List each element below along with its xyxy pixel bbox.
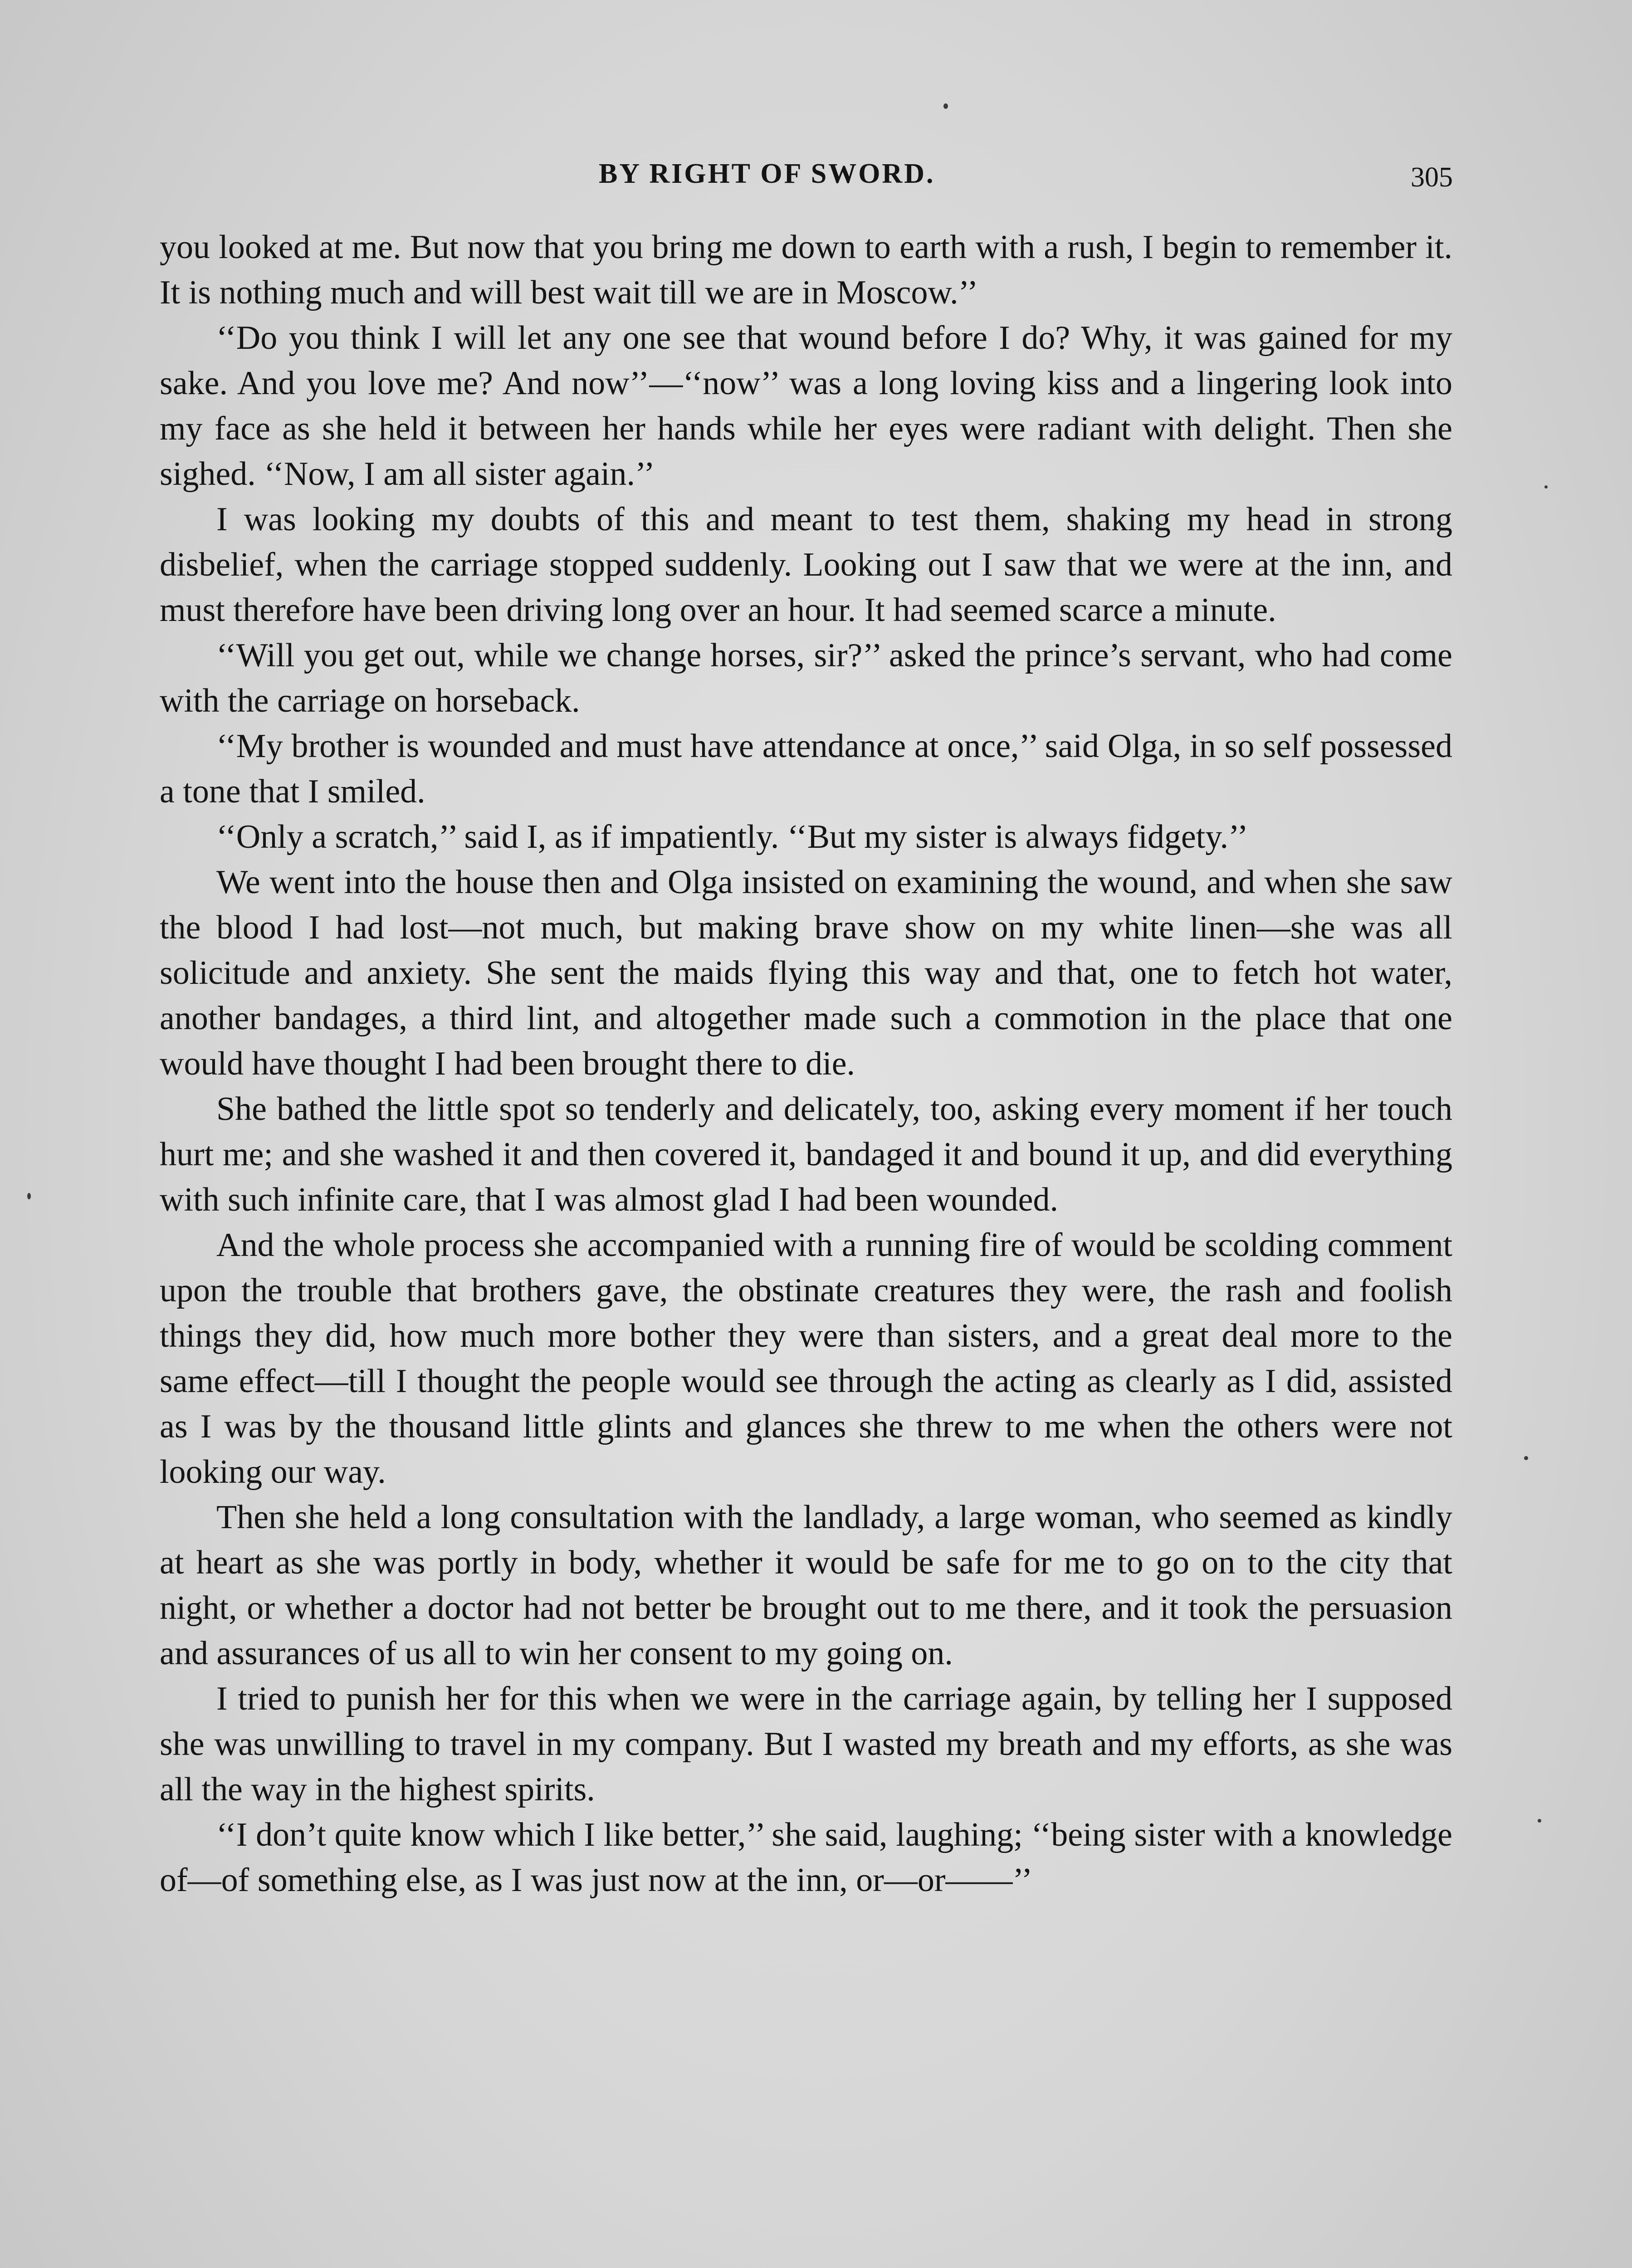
running-head: BY RIGHT OF SWORD. — [599, 158, 935, 189]
ink-speck — [943, 103, 948, 109]
ink-speck — [1544, 485, 1548, 489]
paragraph: ‘‘Do you think I will let any one see that wound before I do? Why, it was gained for my sake. And you love me? And now’’—‘‘now’’ was a long loving kiss and a lingering look into my face as she held it between her hands while her eyes were radiant with delight. Then she sighed. ‘‘Now, I am all sister again.’’ — [160, 319, 1452, 493]
ink-speck — [1538, 1819, 1541, 1823]
paragraph: ‘‘My brother is wounded and must have attendance at once,’’ said Olga, in so self possessed a tone that I smiled. — [160, 728, 1452, 810]
paragraph: Then she held a long consultation with the landlady, a large woman, who seemed as kindly at heart as she was portly in body, whether it would be safe for me to go on to the city that night, or whether a doctor had not better be brought out to me there, and it took the persuasion and assurances of us all to win her consent to my going on. — [160, 1499, 1452, 1672]
page-header — [0, 158, 1632, 199]
paragraph: We went into the house then and Olga insisted on examining the wound, and when she saw the blood I had lost—not much, but making brave show on my white linen—she was all solicitude and anxiety. She sent the maids flying this way and that, one to fetch hot water, another bandages, a third lint, and altogether made such a commotion in the place that one would have thought I had been brought there to die. — [160, 864, 1452, 1082]
paragraph: And the whole process she accompanied with a running fire of would be scolding comment upon the trouble that brothers gave, the obstinate creatures they were, the rash and foolish things they did, how much more bother they were than sisters, and a great deal more to the same effect—till I thought the people would see through the acting as clearly as I did, assisted as I was by the thousand little glints and glances she threw to me when the others were not looking our way. — [160, 1227, 1452, 1491]
paragraph: I tried to punish her for this when we were in the carriage again, by telling her I supposed she was unwilling to travel in my company. But I wasted my breath and my efforts, as she was all the way in the highest spirits. — [160, 1680, 1452, 1808]
body-text — [160, 225, 1452, 1903]
paragraph: ‘‘Only a scratch,’’ said I, as if impatiently. ‘‘But my sister is always fidgety.’’ — [216, 818, 1248, 855]
ink-speck — [1524, 1456, 1528, 1460]
ink-speck — [27, 1193, 31, 1199]
paragraph: ‘‘Will you get out, while we change horses, sir?’’ asked the prince’s servant, who had come with the carriage on horseback. — [160, 637, 1452, 719]
paragraph: ‘‘I don’t quite know which I like better,’’ she said, laughing; ‘‘being sister with a knowledge of—of something else, as I was just now at the inn, or—or——’’ — [160, 1816, 1452, 1899]
page-number: 305 — [1411, 162, 1453, 193]
paragraph: She bathed the little spot so tenderly and delicately, too, asking every moment if her touch hurt me; and she washed it and then covered it, bandaged it and bound it up, and did everything with such infinite care, that I was almost glad I had been wounded. — [160, 1090, 1452, 1218]
paragraph: you looked at me. But now that you bring me down to earth with a rush, I begin to remember it. It is nothing much and will best wait till we are in Moscow.’’ — [160, 229, 1452, 311]
paragraph: I was looking my doubts of this and meant to test them, shaking my head in strong disbelief, when the carriage stopped suddenly. Looking out I saw that we were at the inn, and must therefore have been driving long over an hour. It had seemed scarce a minute. — [160, 501, 1452, 629]
